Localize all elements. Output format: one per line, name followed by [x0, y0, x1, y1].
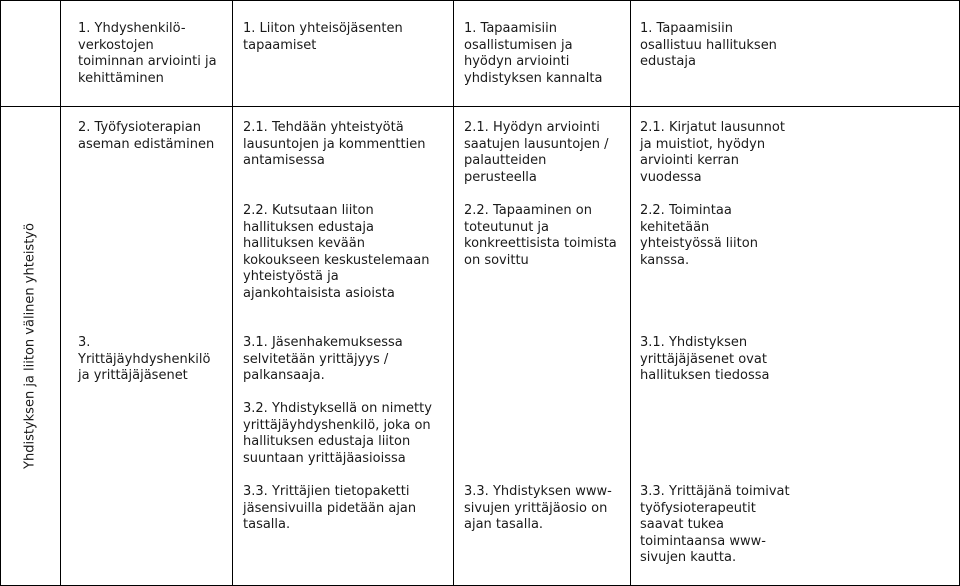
- evaluation-2-1: 2.1. Hyödyn arviointi saatujen lausuntojen / palautteiden perusteella: [464, 120, 609, 185]
- indicator-2-1: 2.1. Kirjatut lausunnot ja muistiot, hyödyn arviointi kerran vuodessa: [640, 120, 785, 185]
- action-3-1: 3.1. Jäsenhakemuksessa selvitetään yrittäjyys / palkansaaja.: [243, 335, 403, 383]
- indicator-3-3: 3.3. Yrittäjänä toimivat työfysioterapeutit saavat tukea toimintaansa www- sivujen kautta.: [640, 484, 790, 565]
- table-col-divider: [630, 0, 631, 586]
- row-label: Yhdistyksen ja liiton välinen yhteistyö: [22, 222, 38, 469]
- goal-2: 2. Työfysioterapian aseman edistäminen: [78, 120, 215, 152]
- header-col1: 1. Yhdyshenkilö- verkostojen toiminnan arviointi ja kehittäminen: [78, 21, 217, 86]
- action-3-2: 3.2. Yhdistyksellä on nimetty yrittäjäyhdyshenkilö, joka on hallituksen edustaja liiton suuntaan yrittäjäasioissa: [243, 401, 432, 466]
- action-3-3: 3.3. Yrittäjien tietopaketti jäsensivuilla pidetään ajan tasalla.: [243, 484, 417, 532]
- action-2-2: 2.2. Kutsutaan liiton hallituksen edustaja hallituksen kevään kokoukseen keskustelemaan yhteistyöstä ja ajankohtaisista asioista: [243, 203, 430, 301]
- table-row-divider: [0, 106, 960, 107]
- header-col3: 1. Tapaamisiin osallistumisen ja hyödyn arviointi yhdistyksen kannalta: [464, 21, 603, 86]
- evaluation-3-3: 3.3. Yhdistyksen www- sivujen yrittäjäosio on ajan tasalla.: [464, 484, 612, 532]
- indicator-3-1: 3.1. Yhdistyksen yrittäjäjäsenet ovat hallituksen tiedossa: [640, 335, 770, 383]
- table-col-divider: [453, 0, 454, 586]
- goal-3: 3. Yrittäjäyhdyshenkilö ja yrittäjäjäsenet: [78, 335, 211, 383]
- evaluation-2-2: 2.2. Tapaaminen on toteutunut ja konkreettisista toimista on sovittu: [464, 203, 617, 268]
- header-col2: 1. Liiton yhteisöjäsenten tapaamiset: [243, 21, 403, 53]
- row-label-cell: [0, 106, 60, 585]
- header-col4: 1. Tapaamisiin osallistuu hallituksen edustaja: [640, 21, 777, 69]
- action-2-1: 2.1. Tehdään yhteistyötä lausuntojen ja kommenttien antamisessa: [243, 120, 426, 168]
- indicator-2-2: 2.2. Toimintaa kehitetään yhteistyössä liiton kanssa.: [640, 203, 758, 268]
- table-border-top: [0, 0, 960, 1]
- table-col-divider: [232, 0, 233, 586]
- table-col-divider: [60, 0, 61, 586]
